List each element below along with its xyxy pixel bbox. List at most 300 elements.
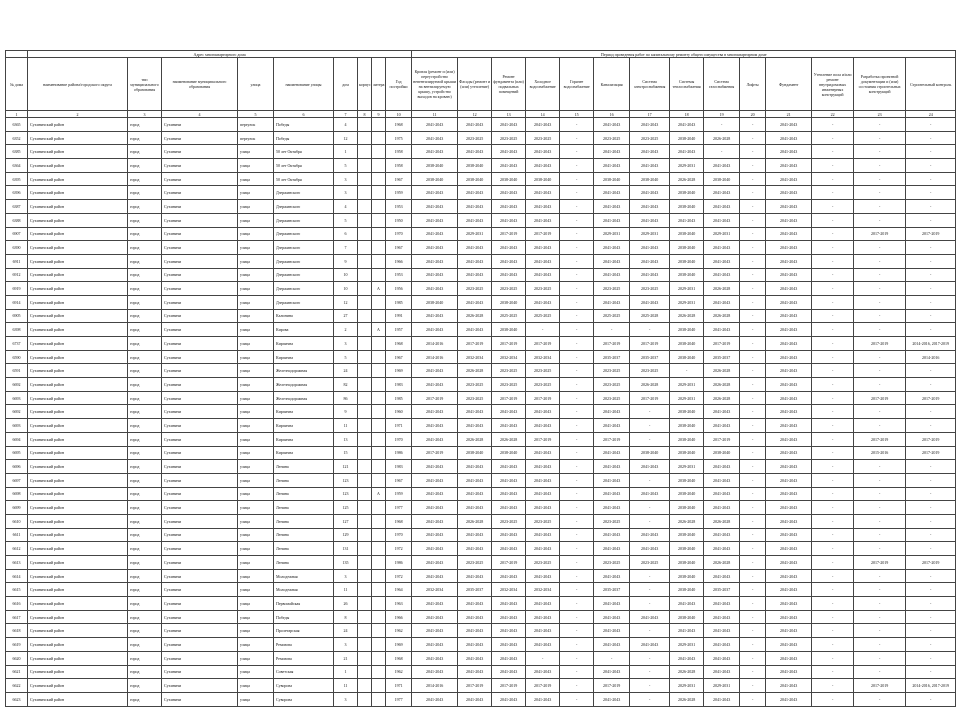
table-cell: 2041-2043 (670, 651, 704, 665)
table-cell: город (128, 213, 162, 227)
table-cell: 9 (334, 254, 358, 268)
table-cell: улица (238, 624, 274, 638)
table-cell: - (740, 241, 766, 255)
table-cell (358, 241, 372, 255)
table-cell: 2041-2043 (766, 419, 812, 433)
table-cell: Сухиничи (162, 268, 238, 282)
table-cell: 2017-2019 (630, 391, 670, 405)
table-cell: 24 (334, 364, 358, 378)
table-cell (358, 159, 372, 173)
table-cell: 2041-2043 (526, 473, 560, 487)
table-cell: 2041-2043 (526, 159, 560, 173)
table-cell: - (906, 159, 956, 173)
table-cell: 2041-2043 (630, 254, 670, 268)
table-cell: 1967 (386, 172, 412, 186)
table-cell: Кирова (274, 323, 334, 337)
table-cell: 2041-2043 (492, 460, 526, 474)
table-cell (358, 542, 372, 556)
table-cell: - (560, 446, 594, 460)
table-cell: - (854, 378, 906, 392)
table-cell: 1 (334, 145, 358, 159)
table-cell: 2041-2043 (766, 159, 812, 173)
table-cell: - (812, 514, 854, 528)
table-cell: город (128, 638, 162, 652)
table-cell: Сухиничи (162, 350, 238, 364)
table-cell: 2041-2043 (594, 419, 630, 433)
table-cell: 10 (334, 282, 358, 296)
table-cell: 2041-2043 (526, 268, 560, 282)
table-cell: 6737 (6, 337, 28, 351)
table-cell (358, 432, 372, 446)
table-cell: город (128, 501, 162, 515)
table-cell: - (854, 460, 906, 474)
table-body (6, 118, 956, 707)
table-cell: - (740, 172, 766, 186)
table-cell: 2041-2043 (766, 624, 812, 638)
table-cell: 2041-2043 (458, 569, 492, 583)
table-cell: 2041-2043 (412, 624, 458, 638)
table-cell: 1977 (386, 692, 412, 706)
table-cell: - (812, 528, 854, 542)
table-cell: 2041-2043 (526, 624, 560, 638)
table-cell: 2029-2031 (670, 679, 704, 693)
table-cell: - (594, 323, 630, 337)
table-cell: 2017-2019 (492, 556, 526, 570)
table-cell: 2041-2043 (458, 692, 492, 706)
table-cell: 6385 (6, 145, 28, 159)
table-cell: 6364 (6, 159, 28, 173)
table-cell: - (740, 364, 766, 378)
table-cell: 2041-2043 (594, 460, 630, 474)
table-cell: Сухиничи (162, 309, 238, 323)
table-cell: 2023-2025 (458, 556, 492, 570)
table-cell (372, 501, 386, 515)
table-cell: 2041-2043 (704, 610, 740, 624)
table-cell: 4 (334, 200, 358, 214)
table-cell: 2041-2043 (594, 186, 630, 200)
table-cell: город (128, 610, 162, 624)
table-cell: - (560, 159, 594, 173)
table-cell: Первомайская (274, 597, 334, 611)
column-header: наименование района/городского округа (28, 58, 128, 111)
table-cell: - (906, 651, 956, 665)
table-cell: 2038-2040 (492, 295, 526, 309)
table-cell: улица (238, 556, 274, 570)
table-cell: 2029-2031 (704, 679, 740, 693)
table-cell: 2041-2043 (458, 241, 492, 255)
table-cell: 2041-2043 (412, 638, 458, 652)
table-cell: 2041-2043 (670, 597, 704, 611)
table-cell: 11 (334, 419, 358, 433)
table-cell: 2041-2043 (766, 172, 812, 186)
table-cell: 2041-2043 (594, 638, 630, 652)
column-header: Системы теплоснабжения (670, 58, 704, 111)
table-cell: Сухиничский район (28, 610, 128, 624)
table-cell: 2041-2043 (766, 364, 812, 378)
table-cell: - (740, 446, 766, 460)
column-number: 13 (492, 111, 526, 118)
table-cell: улица (238, 337, 274, 351)
table-cell: 2041-2043 (458, 323, 492, 337)
table-cell: 2041-2043 (492, 118, 526, 132)
table-cell: 2041-2043 (704, 597, 740, 611)
table-cell: Сухиничский район (28, 460, 128, 474)
table-cell: - (560, 282, 594, 296)
table-cell: Сухиничи (162, 337, 238, 351)
table-cell: Сухиничский район (28, 323, 128, 337)
table-cell: - (854, 364, 906, 378)
table-cell: 2041-2043 (630, 241, 670, 255)
table-cell: Сухиничи (162, 419, 238, 433)
table-cell: 2026-2028 (492, 432, 526, 446)
table-cell: 2041-2043 (704, 638, 740, 652)
table-cell: 2041-2043 (766, 323, 812, 337)
table-cell: - (740, 583, 766, 597)
table-cell: переулок (238, 131, 274, 145)
table-cell: 123 (334, 473, 358, 487)
table-cell: 2026-2028 (670, 309, 704, 323)
table-cell: 2023-2025 (492, 282, 526, 296)
table-cell: Сухиничский район (28, 254, 128, 268)
table-cell: - (812, 172, 854, 186)
table-cell: 2041-2043 (412, 241, 458, 255)
table-cell (372, 514, 386, 528)
table-cell: 2041-2043 (766, 391, 812, 405)
table-cell: улица (238, 514, 274, 528)
table-cell: - (560, 473, 594, 487)
table-cell (372, 610, 386, 624)
table-cell: 2041-2043 (526, 692, 560, 706)
table-cell: 2023-2025 (458, 378, 492, 392)
table-cell: 2038-2040 (630, 172, 670, 186)
table-cell: 2041-2043 (458, 597, 492, 611)
table-cell (358, 556, 372, 570)
table-cell: 6614 (6, 569, 28, 583)
table-cell: 2041-2043 (766, 254, 812, 268)
table-row (6, 556, 956, 570)
table-cell: - (630, 597, 670, 611)
table-row (6, 254, 956, 268)
table-cell: 6699 (6, 501, 28, 515)
table-cell: улица (238, 200, 274, 214)
table-cell: 2014-2016 (412, 350, 458, 364)
table-cell: 2041-2043 (766, 337, 812, 351)
table-cell: Сухиничи (162, 446, 238, 460)
table-cell: - (740, 569, 766, 583)
table-cell: город (128, 241, 162, 255)
table-row (6, 528, 956, 542)
column-number: 15 (560, 111, 594, 118)
table-cell: Сухиничский район (28, 501, 128, 515)
table-cell: 2041-2043 (412, 309, 458, 323)
table-cell: 2041-2043 (492, 624, 526, 638)
table-cell: Сухиничи (162, 651, 238, 665)
table-row (6, 679, 956, 693)
table-cell: 3 (334, 186, 358, 200)
table-cell: - (854, 200, 906, 214)
table-cell: 2041-2043 (412, 323, 458, 337)
table-cell: 2023-2025 (458, 391, 492, 405)
table-cell: 1957 (386, 323, 412, 337)
table-cell: 2041-2043 (526, 295, 560, 309)
table-cell (358, 624, 372, 638)
table-cell: Сухиничи (162, 514, 238, 528)
table-cell: 2017-2019 (854, 227, 906, 241)
table-cell: 2041-2043 (766, 610, 812, 624)
table-cell: - (906, 610, 956, 624)
table-cell: улица (238, 391, 274, 405)
table-cell: 2041-2043 (412, 213, 458, 227)
table-cell: - (560, 638, 594, 652)
table-cell: 2017-2019 (854, 337, 906, 351)
table-cell: улица (238, 528, 274, 542)
table-cell: 6695 (6, 446, 28, 460)
table-cell: 2041-2043 (766, 350, 812, 364)
table-cell: - (630, 624, 670, 638)
table-cell: - (560, 391, 594, 405)
column-number: 6 (274, 111, 334, 118)
table-cell: 2041-2043 (594, 145, 630, 159)
table-cell: Сухиничи (162, 186, 238, 200)
table-cell: 2041-2043 (412, 432, 458, 446)
table-cell (372, 378, 386, 392)
table-cell: 2017-2019 (594, 679, 630, 693)
table-cell: 3 (334, 692, 358, 706)
table-cell: город (128, 569, 162, 583)
table-cell: - (906, 118, 956, 132)
table-cell: 2041-2043 (594, 597, 630, 611)
table-cell: - (670, 364, 704, 378)
table-cell: 2041-2043 (594, 241, 630, 255)
table-cell (372, 145, 386, 159)
table-cell (372, 569, 386, 583)
table-cell (372, 391, 386, 405)
table-cell: 2026-2028 (458, 364, 492, 378)
table-cell: 2035-2037 (704, 350, 740, 364)
table-cell: 6692 (6, 378, 28, 392)
table-cell: - (854, 692, 906, 706)
table-cell: 3 (334, 569, 358, 583)
table-cell: - (560, 692, 594, 706)
table-cell: Ленина (274, 542, 334, 556)
table-row (6, 159, 956, 173)
table-cell (372, 131, 386, 145)
table-cell: - (560, 309, 594, 323)
table-cell (372, 638, 386, 652)
table-cell: 2041-2043 (458, 638, 492, 652)
table-cell: 2041-2043 (594, 159, 630, 173)
table-cell: - (812, 556, 854, 570)
table-cell (358, 528, 372, 542)
table-cell: - (812, 679, 854, 693)
table-cell: улица (238, 186, 274, 200)
table-cell: - (812, 569, 854, 583)
table-cell (372, 528, 386, 542)
table-cell: - (906, 542, 956, 556)
table-cell: - (560, 227, 594, 241)
table-cell (358, 227, 372, 241)
table-cell: Дзержинского (274, 295, 334, 309)
table-cell: 2041-2043 (766, 487, 812, 501)
table-cell: город (128, 556, 162, 570)
table-cell: 123 (334, 487, 358, 501)
table-cell: 21 (334, 651, 358, 665)
table-cell: 2041-2043 (458, 665, 492, 679)
table-cell: Дзержинского (274, 200, 334, 214)
table-cell: 2041-2043 (458, 295, 492, 309)
table-cell: - (854, 501, 906, 515)
table-cell: - (854, 610, 906, 624)
table-cell: 2026-2028 (704, 391, 740, 405)
table-cell: 2041-2043 (766, 241, 812, 255)
column-number: 11 (412, 111, 458, 118)
table-cell: - (560, 583, 594, 597)
table-cell: - (812, 337, 854, 351)
table-cell: 6591 (6, 364, 28, 378)
table-cell: город (128, 350, 162, 364)
table-cell: - (854, 159, 906, 173)
table-cell: - (630, 419, 670, 433)
table-cell: - (740, 200, 766, 214)
table-cell (372, 651, 386, 665)
table-cell: улица (238, 145, 274, 159)
table-cell: 2041-2043 (412, 364, 458, 378)
table-cell: 2038-2040 (492, 446, 526, 460)
table-cell: Сухиничи (162, 528, 238, 542)
column-header: Фундамент (766, 58, 812, 111)
table-cell: Пролетарская (274, 624, 334, 638)
table-cell: 2041-2043 (526, 569, 560, 583)
table-cell: 2041-2043 (630, 186, 670, 200)
table-cell: 2 (334, 323, 358, 337)
table-cell: 2041-2043 (492, 651, 526, 665)
table-cell: Кирпична (274, 350, 334, 364)
table-cell: 2035-2037 (594, 350, 630, 364)
column-header: Горячее водоснабжение (560, 58, 594, 111)
table-cell: город (128, 118, 162, 132)
table-cell: - (812, 487, 854, 501)
table-cell: 2041-2043 (766, 556, 812, 570)
column-number: 19 (704, 111, 740, 118)
table-cell: - (812, 323, 854, 337)
table-cell: - (854, 295, 906, 309)
table-cell: 2041-2043 (766, 679, 812, 693)
table-cell: 2041-2043 (704, 665, 740, 679)
table-cell: 2041-2043 (594, 528, 630, 542)
table-cell: Ремизова (274, 651, 334, 665)
column-number: 7 (334, 111, 358, 118)
table-cell (358, 597, 372, 611)
table-cell: 2041-2043 (412, 460, 458, 474)
table-cell: - (854, 145, 906, 159)
table-cell: 2041-2043 (412, 268, 458, 282)
table-cell: - (560, 542, 594, 556)
table-cell: 2041-2043 (492, 241, 526, 255)
table-cell: 2041-2043 (704, 569, 740, 583)
table-cell: город (128, 624, 162, 638)
table-cell: Сухиничский район (28, 295, 128, 309)
column-number: 20 (740, 111, 766, 118)
table-cell: 2041-2043 (492, 528, 526, 542)
table-cell: город (128, 460, 162, 474)
table-cell: - (906, 213, 956, 227)
table-cell: - (906, 597, 956, 611)
table-cell: Сухиничи (162, 542, 238, 556)
table-cell (358, 172, 372, 186)
table-cell: Сухиничи (162, 501, 238, 515)
table-cell: 2017-2019 (458, 337, 492, 351)
table-cell: 2029-2031 (670, 378, 704, 392)
table-cell: 2017-2019 (526, 432, 560, 446)
table-cell: улица (238, 583, 274, 597)
table-cell: 2038-2040 (670, 432, 704, 446)
table-cell: - (812, 213, 854, 227)
table-cell: 2041-2043 (526, 241, 560, 255)
table-cell: - (906, 487, 956, 501)
table-cell: 2017-2019 (526, 679, 560, 693)
table-cell: 1962 (386, 665, 412, 679)
table-cell: улица (238, 446, 274, 460)
table-cell: - (812, 501, 854, 515)
table-cell: Сухиничи (162, 432, 238, 446)
table-cell (372, 597, 386, 611)
column-header: Система электроснабжения (630, 58, 670, 111)
table-cell: - (630, 514, 670, 528)
table-cell: 15 (334, 446, 358, 460)
table-cell: Сухиничский район (28, 227, 128, 241)
table-cell: 2041-2043 (766, 118, 812, 132)
table-cell: 2029-2031 (630, 227, 670, 241)
table-cell: - (812, 118, 854, 132)
table-cell: 2041-2043 (458, 186, 492, 200)
column-header: корпус (358, 58, 372, 111)
table-cell: город (128, 419, 162, 433)
table-cell: город (128, 131, 162, 145)
table-cell: 2017-2019 (526, 227, 560, 241)
table-cell: Сухиничи (162, 213, 238, 227)
table-row (6, 419, 956, 433)
table-cell: город (128, 295, 162, 309)
table-row (6, 227, 956, 241)
table-cell: 2017-2019 (704, 432, 740, 446)
table-cell: - (812, 583, 854, 597)
table-cell: 2041-2043 (630, 213, 670, 227)
table-cell: - (812, 254, 854, 268)
table-cell: 2041-2043 (704, 241, 740, 255)
table-cell: - (854, 350, 906, 364)
table-cell: улица (238, 172, 274, 186)
table-cell: 2041-2043 (492, 268, 526, 282)
table-cell: - (906, 460, 956, 474)
table-cell: 2017-2019 (492, 227, 526, 241)
table-cell: 2029-2031 (670, 282, 704, 296)
table-cell: город (128, 679, 162, 693)
table-cell: 2041-2043 (766, 378, 812, 392)
table-cell: - (906, 295, 956, 309)
column-number: 21 (766, 111, 812, 118)
table-cell (358, 487, 372, 501)
table-cell: - (560, 419, 594, 433)
table-row (6, 514, 956, 528)
table-cell: - (812, 186, 854, 200)
table-cell: 1986 (386, 446, 412, 460)
table-cell: 2023-2025 (526, 131, 560, 145)
table-cell: 2023-2025 (594, 391, 630, 405)
column-header: Ремонт фундамента (или) подвальных помещений (492, 58, 526, 111)
table-cell: город (128, 145, 162, 159)
table-cell: 2041-2043 (526, 254, 560, 268)
table-cell: 11 (334, 679, 358, 693)
